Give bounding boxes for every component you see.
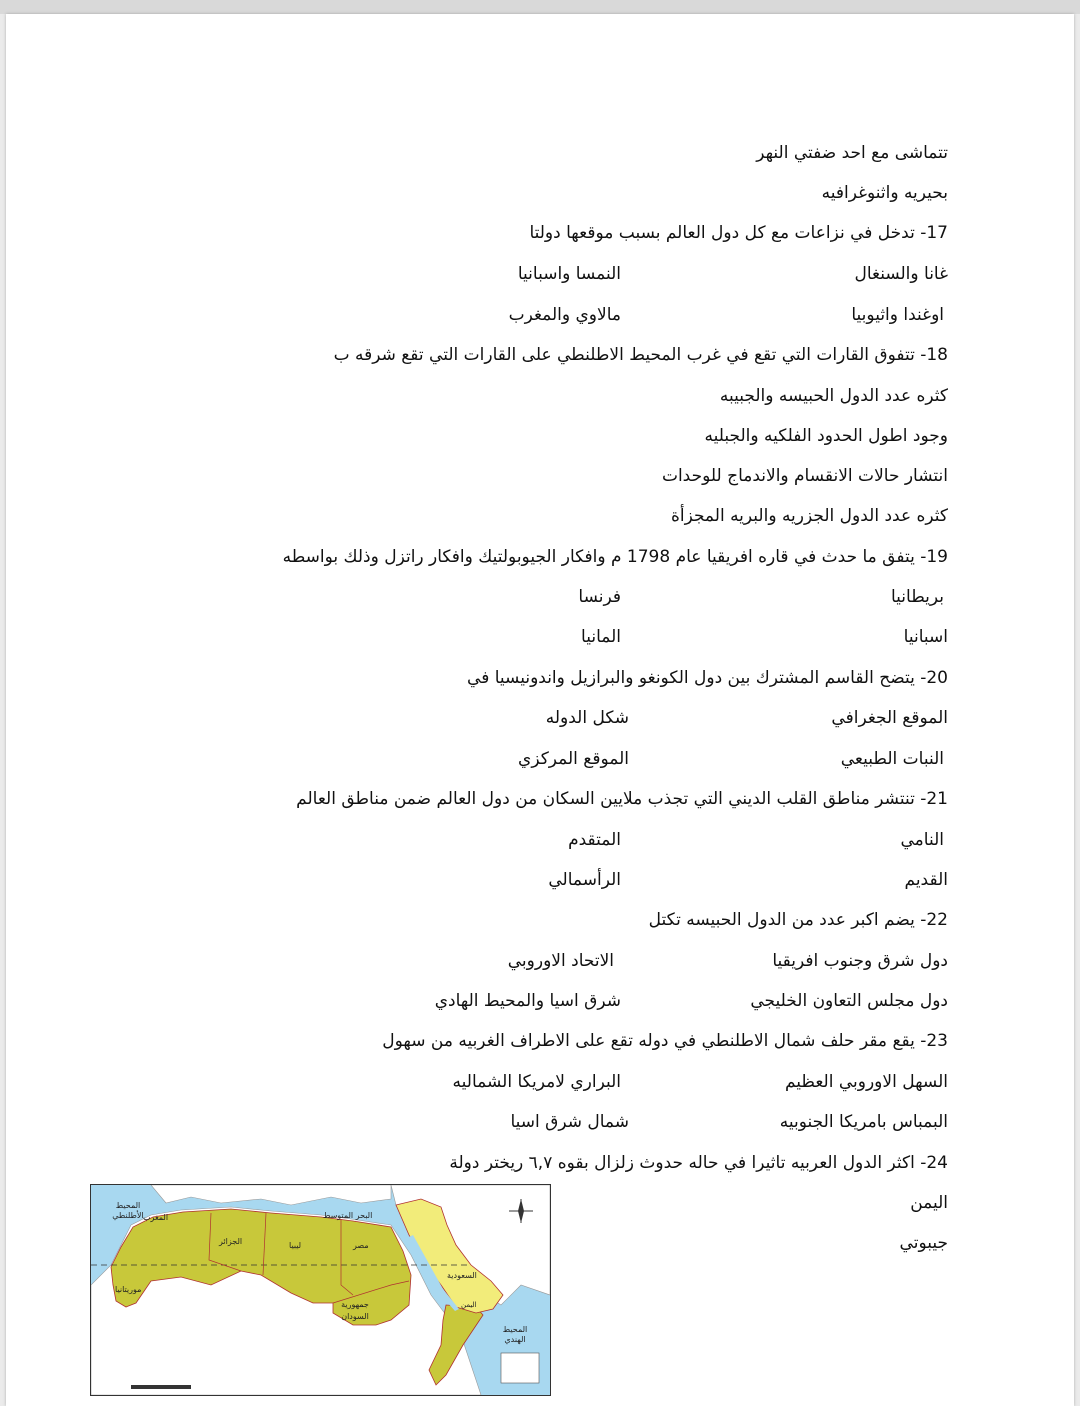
label-egypt: مصر bbox=[353, 1241, 369, 1250]
q23-option-a: السهل الاوروبي العظيم bbox=[784, 1072, 948, 1092]
question-19: 19- يتفق ما حدث في قاره افريقيا عام 1798 م وافكار الجيوبولتيك وافكار راتزل وذلك بواسطه bbox=[282, 547, 948, 567]
label-mediterranean: البحر المتوسط bbox=[323, 1211, 373, 1220]
q17-option-a: غانا والسنغال bbox=[854, 264, 948, 284]
question-21: 21- تنتشر مناطق القلب الديني التي تجذب ملايين السكان من دول العالم ضمن مناطق العالم bbox=[296, 789, 948, 809]
map-legend-box bbox=[501, 1353, 539, 1383]
q18-option-c: انتشار حالات الانقسام والاندماج للوحدات bbox=[661, 466, 948, 486]
arab-world-map bbox=[90, 1184, 551, 1396]
q20-option-a: الموقع الجغرافي bbox=[831, 708, 948, 728]
q17-option-d: مالاوي والمغرب bbox=[508, 305, 621, 325]
question-23: 23- يقع مقر حلف شمال الاطلنطي في دوله تقع على الاطراف الغربيه من سهول bbox=[382, 1031, 948, 1051]
q21-option-a: النامي bbox=[900, 830, 944, 850]
q22-option-a: دول شرق وجنوب افريقيا bbox=[772, 951, 948, 971]
q24-option-b: جيبوتي bbox=[899, 1233, 948, 1253]
label-saudi: السعودية bbox=[447, 1271, 477, 1280]
line-1: تتماشى مع احد ضفتي النهر bbox=[756, 143, 948, 163]
q21-option-b: المتقدم bbox=[568, 830, 621, 850]
q23-option-c: البمباس بامريكا الجنوبيه bbox=[779, 1112, 948, 1132]
q18-option-a: كثره عدد الدول الحبيسه والجبيبه bbox=[719, 386, 948, 406]
question-24: 24- اكثر الدول العربيه تاثيرا في حاله حدوث زلزال بقوه ٦,٧ ريختر دولة bbox=[449, 1153, 948, 1173]
label-atlantic: المحيط الأطلنطي bbox=[112, 1201, 144, 1220]
label-sudan: جمهورية السودان bbox=[341, 1300, 369, 1321]
q19-option-d: المانيا bbox=[581, 627, 621, 647]
q24-option-a: اليمن bbox=[910, 1193, 948, 1213]
q22-option-c: دول مجلس التعاون الخليجي bbox=[750, 991, 948, 1011]
q23-option-b: البراري لامريكا الشماليه bbox=[452, 1072, 621, 1092]
question-18: 18- تتفوق القارات التي تقع في غرب المحيط الاطلنطي على القارات التي تقع شرقه ب bbox=[333, 345, 948, 365]
q18-option-b: وجود اطول الحدود الفلكيه والجبليه bbox=[704, 426, 948, 446]
q19-option-b: فرنسا bbox=[578, 587, 621, 607]
label-mauritania: موريتانيا bbox=[115, 1285, 142, 1294]
map-scale-bar bbox=[131, 1385, 191, 1389]
q22-option-b: الاتحاد الاوروبي bbox=[507, 951, 614, 971]
q21-option-d: الرأسمالي bbox=[548, 870, 621, 890]
q17-option-b: النمسا واسبانيا bbox=[517, 264, 621, 284]
q20-option-b: شكل الدوله bbox=[545, 708, 629, 728]
q20-option-c: النبات الطبيعي bbox=[840, 749, 944, 769]
q23-option-d: شمال شرق اسيا bbox=[510, 1112, 629, 1132]
label-maghreb: المغرب bbox=[143, 1213, 169, 1222]
q19-option-a: بريطانيا bbox=[890, 587, 944, 607]
q20-option-d: الموقع المركزي bbox=[518, 749, 629, 769]
q18-option-d: كثره عدد الدول الجزريه والبريه المجزأة bbox=[670, 506, 948, 526]
q19-option-c: اسبانيا bbox=[903, 627, 948, 647]
line-2: بحيريه واثنوغرافيه bbox=[821, 183, 948, 203]
question-22: 22- يضم اكبر عدد من الدول الحبيسه تكتل bbox=[648, 910, 948, 930]
question-17: 17- تدخل في نزاعات مع كل دول العالم بسبب موقعها دولتا bbox=[529, 223, 948, 243]
label-yemen: اليمن bbox=[461, 1301, 477, 1309]
label-libya: ليبيا bbox=[289, 1241, 302, 1250]
viewer-top-bar bbox=[0, 0, 1080, 14]
q22-option-d: شرق اسيا والمحيط الهادي bbox=[434, 991, 621, 1011]
label-algeria: الجزائر bbox=[219, 1237, 243, 1246]
q17-option-c: اوغندا واثيوبيا bbox=[851, 305, 944, 325]
question-20: 20- يتضح القاسم المشترك بين دول الكونغو والبرازيل واندونيسيا في bbox=[467, 668, 948, 688]
q21-option-c: القديم bbox=[904, 870, 948, 890]
label-indian-ocean: المحيط الهندي bbox=[502, 1325, 528, 1344]
